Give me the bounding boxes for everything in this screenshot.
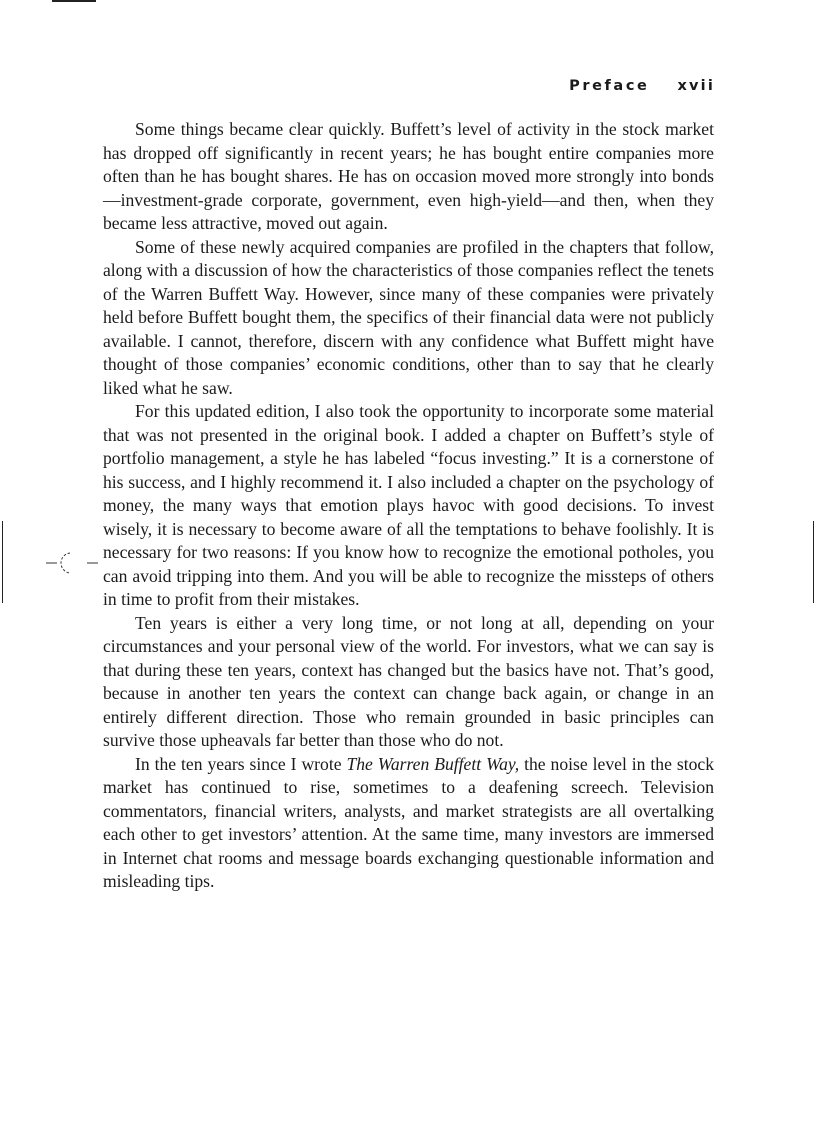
paragraph: For this updated edition, I also took the opportunity to incorporate some material that was not presented in the original book. I added a chapter on Buffett’s style of portfolio management, a style he has labeled “focus investing.” It is a cornerstone of his success, and I highly recommend it. I also included a chapter on the psychology of money, the many ways that emotion plays havoc with good decisions. To invest wisely, it is necessary to become aware of all the temptations to behave foolishly. It is necessary for two reasons: If you know how to recognize the emotional potholes, you can avoid tripping into them. And you will be able to recognize the missteps of others in time to profit from their mistakes. (103, 401, 714, 609)
running-head-title: Preface (569, 78, 650, 94)
paragraph-text: In the ten years since I wrote (135, 753, 347, 774)
paragraph: Some of these newly acquired companies are profiled in the chapters that follow, along with a discussion of how the characteristics of those companies reflect the tenets of the Warren Buffett Way. However, since many of these companies were privately held before Buffett bought them, the specifics of their financial data were not publicly available. I cannot, therefore, discern with any confidence what Buffett might have thought of those companies’ economic conditions, other than to say that he clearly liked what he saw. (103, 236, 714, 398)
registration-mark-icon (46, 549, 98, 579)
paragraph: Ten years is either a very long time, or not long at all, depending on your circumstances and your personal view of the world. For investors, what we can say is that during these ten years, context has changed but the basics have not. That’s good, because in another ten years the context can change back again, or change in an entirely different direction. Those who remain grounded in basic principles can survive those upheavals far better than those who do not. (103, 612, 714, 750)
body-text (103, 118, 714, 894)
right-crop-mark (813, 521, 814, 603)
paragraph (103, 753, 714, 894)
book-title: The Warren Buffett Way, (346, 753, 520, 774)
paragraph-text: the noise level in the stock market has continued to rise, sometimes to a deafening screech. Television commentators, financial writers, analysts, and market strategists are all overtalking each other to get investors’ attention. At the same time, many investors are immersed in Internet chat rooms and message boards exchanging questionable information and misleading tips. (103, 753, 714, 891)
top-crop-rule (52, 0, 96, 2)
paragraph: Some things became clear quickly. Buffett’s level of activity in the stock market has dropped off significantly in recent years; he has bought entire companies more often than he has bought shares. He has on occasion moved more strongly into bonds—investment-grade corporate, government, even high-yield—and then, when they became less attractive, moved out again. (103, 119, 714, 233)
left-crop-mark (2, 521, 3, 603)
page-number: xvii (677, 78, 715, 94)
running-head (569, 78, 715, 94)
